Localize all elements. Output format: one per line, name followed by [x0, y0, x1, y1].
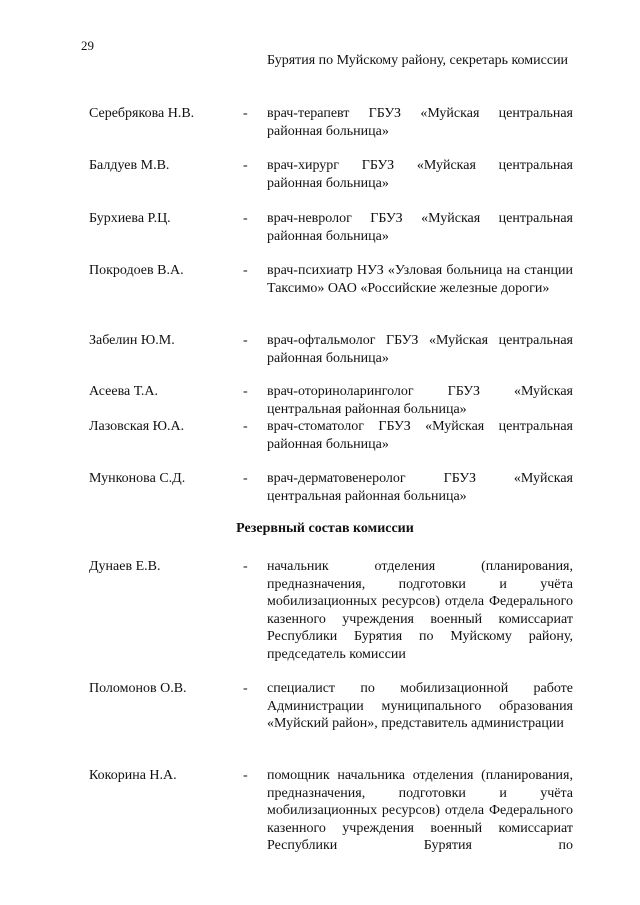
- member-position: врач-офтальмолог ГБУЗ «Муйская центральная районная больница»: [267, 333, 573, 366]
- member-dash: -: [243, 211, 248, 226]
- member-name: Покродоев В.А.: [89, 263, 184, 278]
- reserve-heading: Резервный состав комиссии: [236, 521, 414, 536]
- member-dash: -: [243, 384, 248, 399]
- continuation-text: Бурятия по Муйскому району, секретарь комиссии: [267, 53, 569, 68]
- member-dash: -: [243, 106, 248, 121]
- reserve-member-position: специалист по мобилизационной работе Администрации муниципального образования «Муйский район», представитель администрации: [267, 681, 573, 731]
- member-position: врач-хирург ГБУЗ «Муйская центральная районная больница»: [267, 158, 573, 191]
- reserve-member-name: Дунаев Е.В.: [89, 559, 161, 574]
- member-dash: -: [243, 471, 248, 486]
- member-name: Лазовская Ю.А.: [89, 419, 185, 434]
- reserve-member-position: помощник начальника отделения (планирования, предназначения, подготовки и учёта мобилизационных ресурсов) отдела Федерального казенного учреждения военный комиссариат Республики Бурятия по: [267, 768, 573, 853]
- member-dash: -: [243, 681, 248, 696]
- member-position: врач-дерматовенеролог ГБУЗ «Муйская центральная районная больница»: [267, 471, 573, 504]
- member-dash: -: [243, 419, 248, 434]
- member-name: Бурхиева Р.Ц.: [89, 211, 171, 226]
- member-dash: -: [243, 263, 248, 278]
- reserve-member-name: Поломонов О.В.: [89, 681, 187, 696]
- member-position: врач-терапевт ГБУЗ «Муйская центральная районная больница»: [267, 106, 573, 139]
- member-position: врач-стоматолог ГБУЗ «Муйская центральная районная больница»: [267, 419, 573, 452]
- member-position: врач-оториноларинголог ГБУЗ «Муйская центральная районная больница»: [267, 384, 573, 417]
- member-name: Серебрякова Н.В.: [89, 106, 195, 121]
- member-name: Забелин Ю.М.: [89, 333, 175, 348]
- member-name: Мунконова С.Д.: [89, 471, 186, 486]
- member-dash: -: [243, 333, 248, 348]
- member-name: Асеева Т.А.: [89, 384, 158, 399]
- reserve-member-name: Кокорина Н.А.: [89, 768, 177, 783]
- member-dash: -: [243, 768, 248, 783]
- page-number: 29: [81, 38, 94, 53]
- member-dash: -: [243, 559, 248, 574]
- member-dash: -: [243, 158, 248, 173]
- member-position: врач-психиатр НУЗ «Узловая больница на станции Таксимо» ОАО «Российские железные дороги»: [267, 263, 573, 296]
- member-position: врач-невролог ГБУЗ «Муйская центральная районная больница»: [267, 211, 573, 244]
- reserve-member-position: начальник отделения (планирования, предназначения, подготовки и учёта мобилизационных ресурсов) отдела Федерального казенного учреждения военный комиссариат Республики Бурятия по Муйскому району, председатель комиссии: [267, 559, 573, 662]
- member-name: Балдуев М.В.: [89, 158, 170, 173]
